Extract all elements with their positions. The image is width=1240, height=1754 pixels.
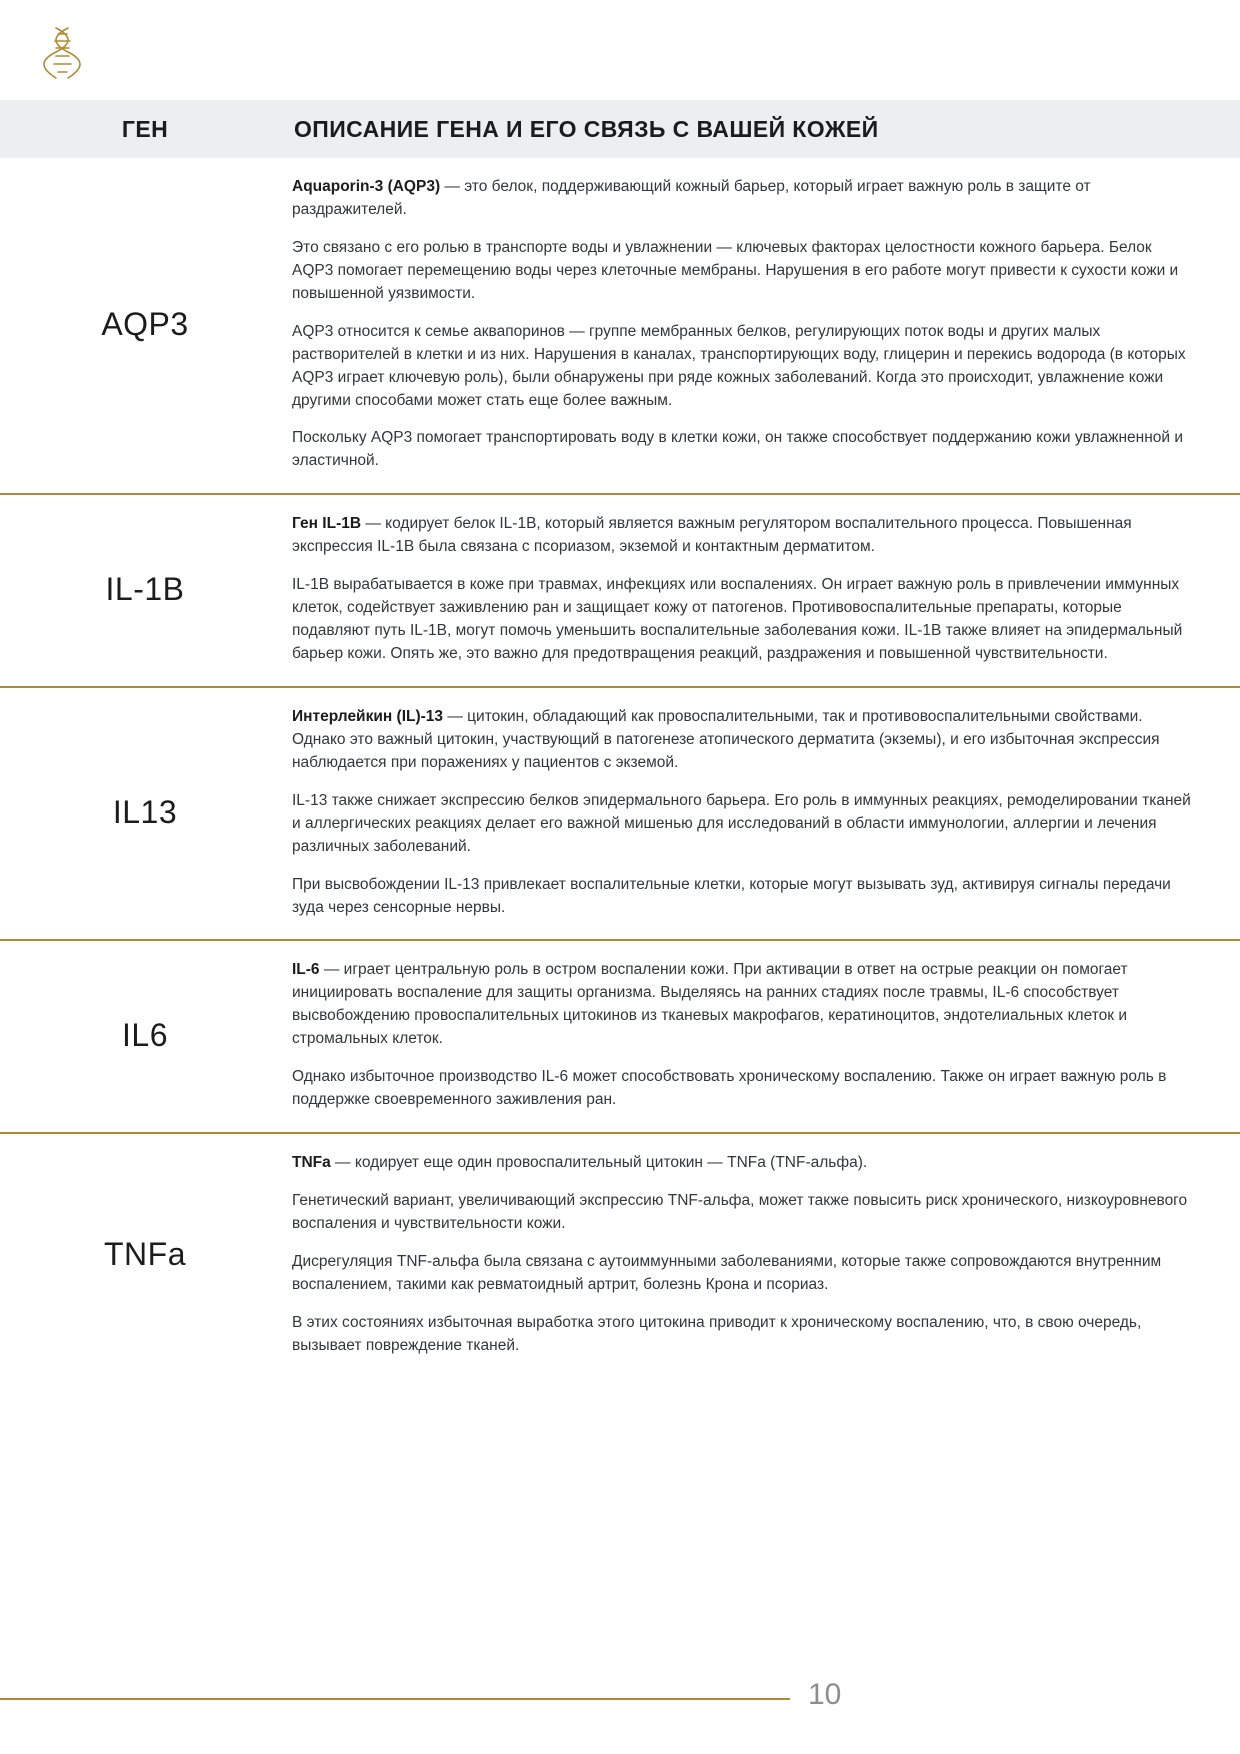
gene-name-cell [0,513,290,666]
footer-divider [0,1698,790,1700]
gene-name-cell [0,1152,290,1358]
gene-description-paragraph [292,427,1192,473]
gene-description-lead: Интерлейкин (IL)-13 [292,707,444,725]
gene-description-paragraph [292,706,1192,775]
column-header-gene: ГЕН [121,115,169,142]
gene-description-paragraph [292,1312,1192,1358]
gene-description-paragraph [292,1190,1192,1236]
gene-description-text: При высвобождении IL-13 привлекает воспалительные клетки, которые могут вызывать зуд, активируя сигналы передачи зуда через сенсорные нервы. [292,875,1171,916]
gene-description-paragraph [292,1066,1192,1112]
brand-logo [34,22,94,84]
gene-description-paragraph [292,237,1192,306]
gene-description-cell [290,513,1240,666]
table-header [0,100,1240,158]
gene-description-paragraph [292,176,1192,222]
gene-description-paragraph [292,1152,1192,1175]
gene-description-paragraph [292,1251,1192,1297]
gene-description-paragraph [292,790,1192,859]
gene-description-text: Поскольку AQP3 помогает транспортировать воду в клетки кожи, он также способствует поддержанию кожи увлажненной и эластичной. [292,429,1184,470]
gene-description-text: — кодирует еще один провоспалительный цитокин — TNFa (TNF-альфа). [330,1154,868,1172]
gene-description-text: Генетический вариант, увеличивающий экспрессию TNF-альфа, может также повысить риск хронического, низкоуровневого воспаления и чувствительности кожи. [292,1192,1188,1232]
gene-name: IL-1B [105,571,185,608]
page-footer [0,1678,1240,1718]
gene-description-text: Дисрегуляция TNF-альфа была связана с аутоиммунными заболеваниями, которые также сопровождаются внутренним воспалением, такими как ревматоидный артрит, болезнь Крона и псориаз. [292,1252,1162,1293]
table-row [0,688,1240,942]
gene-description-lead: Ген IL-1B [292,515,362,533]
gene-name: IL6 [122,1017,168,1054]
page-number: 10 [808,1678,842,1711]
gene-description-text: В этих состояниях избыточная выработка этого цитокина приводит к хроническому воспалению, что, в свою очередь, вызывает повреждение тканей. [292,1313,1142,1354]
gene-description-text: AQP3 относится к семье аквапоринов — группе мембранных белков, регулирующих поток воды и других малых растворителей в клетки и из них. Нарушения в каналах, транспортирующих воду, глицерин и перекись водорода (в которых AQP3 играет ключевую роль), были обнаружены при ряде кожных заболеваний. Когда это происходит, увлажнение кожи другими способами может стать еще более важным. [292,322,1186,409]
gene-description-text: IL-1B вырабатывается в коже при травмах, инфекциях или воспалениях. Он играет важную роль в привлечении иммунных клеток, содействует заживлению ран и защищает кожу от патогенов. Противовоспалительные препараты, которые подавляют путь IL-1B, могут помочь уменьшить воспалительные заболевания кожи. IL-1B также влияет на эпидермальный барьер кожи. Опять же, это важно для предотвращения реакций, раздражения и повышенной чувствительности. [292,576,1183,662]
column-header-description: ОПИСАНИЕ ГЕНА И ЕГО СВЯЗЬ С ВАШЕЙ КОЖЕЙ [294,115,879,142]
gene-description-text: IL-13 также снижает экспрессию белков эпидермального барьера. Его роль в иммунных реакциях, ремоделировании тканей и аллергических реакциях делает его важной мишенью для исследований в области иммунологии, аллергии и лечения различных заболеваний. [292,791,1191,855]
gene-description-lead: Aquaporin-3 (AQP3) [292,178,441,195]
gene-table-body [0,158,1240,1378]
gene-description-cell [290,959,1240,1112]
table-row [0,495,1240,688]
table-row [0,941,1240,1134]
gene-description-cell [290,706,1240,920]
gene-description-paragraph [292,513,1192,559]
gene-name-cell [0,176,290,473]
gene-description-paragraph [292,321,1192,413]
gene-name: AQP3 [101,306,189,343]
gene-description-text: — играет центральную роль в остром воспалении кожи. При активации в ответ на острые реакции он помогает инициировать воспаление для защиты организма. Выделяясь на ранних стадиях после травмы, IL-6 способствует высвобождению провоспалительных цитокинов из тканевых макрофагов, кератиноцитов, эндотелиальных клеток и стромальных клеток. [292,961,1128,1048]
gene-description-text: — это белок, поддерживающий кожный барьер, который играет важную роль в защите от раздражителей. [292,178,1091,218]
gene-description-lead: TNFa [292,1154,331,1172]
gene-description-text: Это связано с его ролью в транспорте воды и увлажнении — ключевых факторах целостности кожного барьера. Белок AQP3 помогает перемещению воды через клеточные мембраны. Нарушения в его работе могут привести к сухости кожи и повышенной уязвимости. [292,238,1179,302]
gene-name: IL13 [112,794,178,831]
gene-name: TNFa [104,1236,186,1273]
gene-description-cell [290,176,1240,473]
table-row [0,1134,1240,1378]
gene-name-cell [0,706,290,920]
gene-description-text: Однако избыточное производство IL-6 может способствовать хроническому воспалению. Также он играет важную роль в поддержке своевременного заживления ран. [292,1068,1167,1109]
gene-description-text: — цитокин, обладающий как провоспалительными, так и противовоспалительными свойствами. Однако это важный цитокин, участвующий в патогенезе атопического дерматита (экземы), и его избыточная экспрессия наблюдается при поражениях у пациентов с экземой. [292,707,1160,771]
gene-name-cell [0,959,290,1112]
dna-helix-icon [34,22,94,84]
gene-description-paragraph [292,574,1192,666]
gene-description-paragraph [292,959,1192,1051]
table-row [0,158,1240,495]
gene-description-text: — кодирует белок IL-1B, который является важным регулятором воспалительного процесса. Повышенная экспрессия IL-1B была связана с псориазом, экземой и контактным дерматитом. [292,515,1132,556]
gene-description-paragraph [292,874,1192,920]
gene-description-cell [290,1152,1240,1358]
gene-description-lead: IL-6 [292,961,320,979]
